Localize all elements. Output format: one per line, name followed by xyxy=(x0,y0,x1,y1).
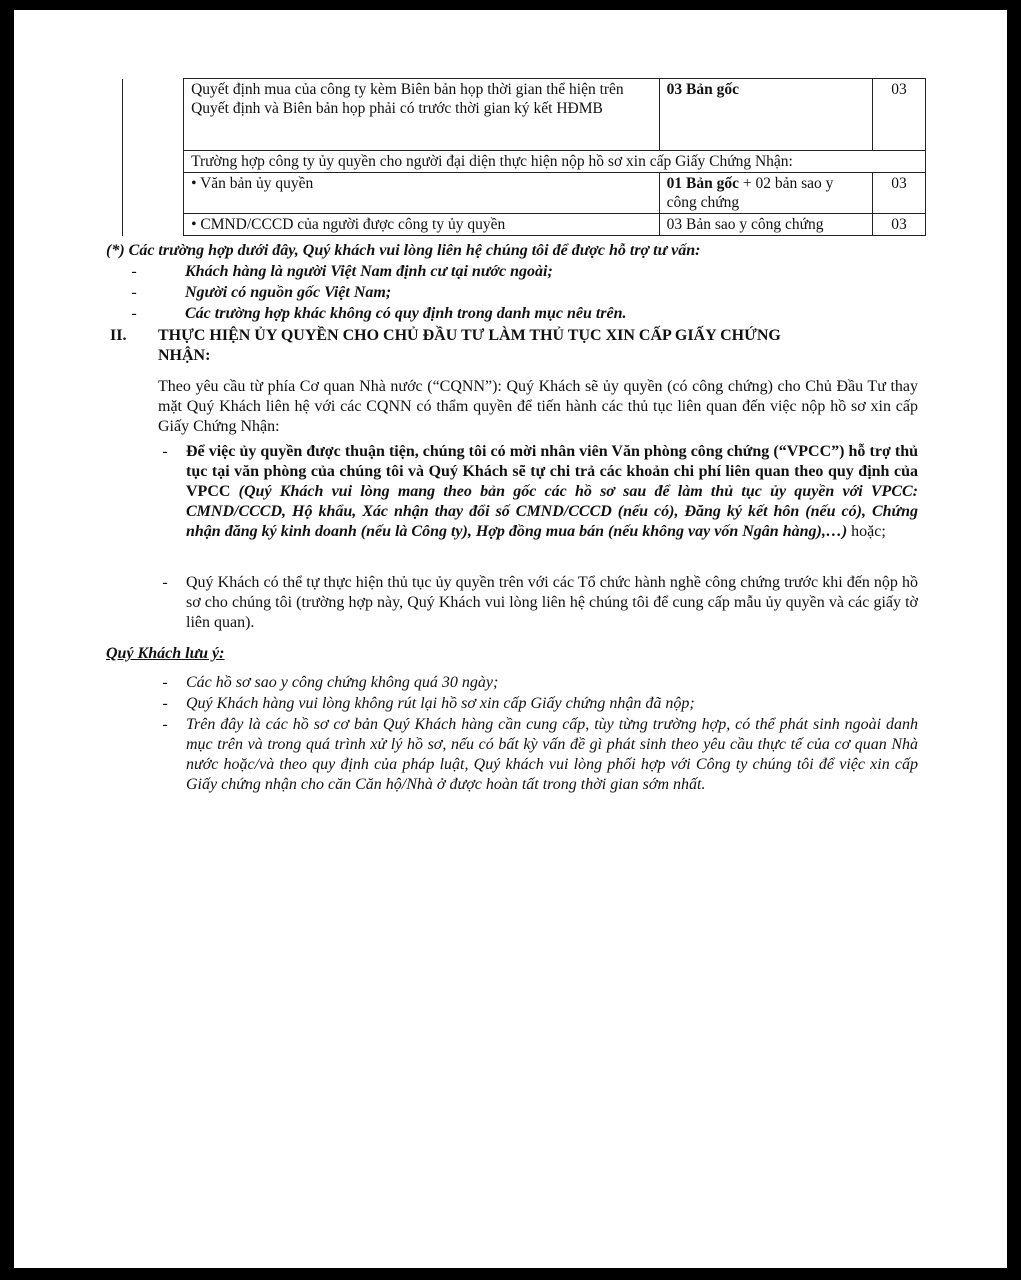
notice-item: Các hồ sơ sao y công chứng không quá 30 ngày; xyxy=(186,674,499,691)
bullet-bolditalic-text: (Quý Khách vui lòng mang theo bản gốc các hồ sơ sau để làm thủ tục ủy quyền với VPCC: CMND/CCCD, Hộ khẩu, Xác nhận thay đổi số CMND/CCCD (nếu có), Đăng ký kết hôn (nếu có), Chứng nhận đăng ký kinh doanh (nếu là Công ty), Hợp đồng mua bán (nếu không vay vốn Ngân hàng),…) xyxy=(186,483,919,540)
section-title xyxy=(158,326,918,366)
table-row xyxy=(123,214,926,236)
table-cell-qty: 03 xyxy=(872,79,925,151)
bullet-text xyxy=(186,442,918,542)
notice-item: Trên đây là các hồ sơ cơ bản Quý Khách hàng cần cung cấp, tùy từng trường hợp, có thể phát sinh ngoài danh mục trên và trong quá trình xử lý hồ sơ, nếu có bất kỳ vấn đề gì phát sinh theo yêu cầu thực tế của cơ quan Nhà nước hoặc/và theo quy định của pháp luật, Quý khách vui lòng phối hợp với Công ty chúng tôi để việc xin cấp Giấy chứng nhận cho căn Căn hộ/Nhà ở được hoàn tất trong thời gian sớm nhất. xyxy=(186,716,918,793)
documents-table xyxy=(122,78,926,236)
table-cell-document: • CMND/CCCD của người được công ty ủy quyền xyxy=(184,214,660,236)
list-item: - Quý Khách có thể tự thực hiện thủ tục ủy quyền trên với các Tổ chức hành nghề công chứng trước khi đến nộp hồ sơ cho chúng tôi (trường hợp này, Quý Khách vui lòng liên hệ chúng tôi để cung cấp mẫu ủy quyền và các giấy tờ liên quan). xyxy=(162,574,918,631)
table-cell-qty: 03 xyxy=(872,214,925,236)
note-intro: (*) Các trường hợp dưới đây, Quý khách vui lòng liên hệ chúng tôi để được hỗ trợ tư vấn: xyxy=(106,242,701,259)
table-cell-document: • Văn bản ủy quyền xyxy=(184,173,660,214)
table-cell-document: Quyết định mua của công ty kèm Biên bản họp thời gian thể hiện trên Quyết định và Biên bản họp phải có trước thời gian ký kết HĐMB xyxy=(184,79,660,151)
table-row xyxy=(123,151,926,173)
bullet-bold-text: Để việc ủy quyền được thuận tiện, chúng tôi có mời nhân viên Văn phòng công chứng (“VPCC”) hỗ trợ thủ tục tại văn phòng của chúng tôi và Quý Khách sẽ tự chi trả các khoản chi phí liên quan theo quy định của VPCC xyxy=(186,443,918,500)
section-number: II. xyxy=(110,327,127,344)
note-item: Các trường hợp khác không có quy định trong danh mục nêu trên. xyxy=(185,305,627,322)
document-page: Quyết định mua của công ty kèm Biên bản họp thời gian thể hiện trên Quyết định và Biên bản họp phải có trước thời gian ký kết HĐMB 03 Bản gốc 03 Trường hợp công ty ủy quyền cho người đại diện thực hiện nộp hồ sơ xin cấp Giấy Chứng Nhận: • Văn bản ủy quyền 01 Bản gốc + 02 bản sao y công chứng 03 • CMND/CCCD của người được công ty ủy quyền 03 Bản sao y công chứng 03 (*) Các trường hợp dưới đây, Quý khách vui lòng liên hệ chúng tôi để được hỗ trợ tư vấn: - Khách hàng là người Việt Nam định cư tại nước ngoài; - Người có nguồn gốc Việt Nam; - Các trường hợp khác không có quy định trong danh mục nêu trên. II. THỰC HIỆN ỦY QUYỀN CHO CHỦ ĐẦU TƯ LÀM THỦ TỤC XIN CẤP GIẤY CHỨNG NHẬN: Theo yêu cầu từ phía Cơ quan Nhà nước (“CQNN”): Quý Khách sẽ ủy quyền (có công chứng) cho Chủ Đầu Tư thay mặt Quý Khách liên hệ với các CQNN có thẩm quyền để tiến hành các thủ tục liên quan đến việc nộp hồ sơ xin cấp Giấy Chứng Nhận: - Để việc ủy quyền được thuận tiện, chúng tôi có mời nhân viên Văn phòng công chứng (“VPCC”) hỗ trợ thủ tục tại văn phòng của chúng tôi và Quý Khách sẽ tự chi trả các khoản chi phí liên quan theo quy định của VPCC (Quý Khách vui lòng mang theo bản gốc các hồ sơ sau để làm thủ tục ủy quyền với VPCC: CMND/CCCD, Hộ khẩu, Xác nhận thay đổi số CMND/CCCD (nếu có), Đăng ký kết hôn (nếu có), Chứng nhận đăng ký kinh doanh (nếu là Công ty), Hợp đồng mua bán (nếu không vay vốn Ngân hàng),…) hoặc; - Quý Khách có thể tự thực hiện thủ tục ủy quyền trên với các Tổ chức hành nghề công chứng trước khi đến nộp hồ sơ cho chúng tôi (trường hợp này, Quý Khách vui lòng liên hệ chúng tôi để cung cấp mẫu ủy quyền và các giấy tờ liên quan). Quý Khách lưu ý: - Các hồ sơ sao y công chứng không quá 30 ngày; - Quý Khách hàng vui lòng không rút lại hồ sơ xin cấp Giấy chứng nhận đã nộp; - Trên đây là các hồ sơ cơ bản Quý Khách hàng cần cung cấp, tùy từng trường hợp, có thể phát sinh ngoài danh mục trên và trong quá trình xử lý hồ sơ, nếu có bất kỳ vấn đề gì phát sinh theo yêu cầu thực tế của cơ quan Nhà nước hoặc/và theo quy định của pháp luật, Quý khách vui lòng phối hợp với Công ty chúng tôi để việc xin cấp Giấy chứng nhận cho căn Căn hộ/Nhà ở được hoàn tất trong thời gian sớm nhất. xyxy=(14,10,1007,1268)
table-cell-form: 03 Bản sao y công chứng xyxy=(659,214,872,236)
section-paragraph: Theo yêu cầu từ phía Cơ quan Nhà nước (“CQNN”): Quý Khách sẽ ủy quyền (có công chứng) cho Chủ Đầu Tư thay mặt Quý Khách liên hệ với các CQNN có thẩm quyền để tiến hành các thủ tục liên quan đến việc nộp hồ sơ xin cấp Giấy Chứng Nhận: xyxy=(158,378,918,435)
list-item: - Để việc ủy quyền được thuận tiện, chúng tôi có mời nhân viên Văn phòng công chứng (“VPCC”) hỗ trợ thủ tục tại văn phòng của chúng tôi và Quý Khách sẽ tự chi trả các khoản chi phí liên quan theo quy định của VPCC (Quý Khách vui lòng mang theo bản gốc các hồ sơ sau để làm thủ tục ủy quyền với VPCC: CMND/CCCD, Hộ khẩu, Xác nhận thay đổi số CMND/CCCD (nếu có), Đăng ký kết hôn (nếu có), Chứng nhận đăng ký kinh doanh (nếu là Công ty), Hợp đồng mua bán (nếu không vay vốn Ngân hàng),…) hoặc; xyxy=(162,443,919,540)
table-blank-column xyxy=(123,79,184,236)
list-item: - Trên đây là các hồ sơ cơ bản Quý Khách hàng cần cung cấp, tùy từng trường hợp, có thể phát sinh ngoài danh mục trên và trong quá trình xử lý hồ sơ, nếu có bất kỳ vấn đề gì phát sinh theo yêu cầu thực tế của cơ quan Nhà nước hoặc/và theo quy định của pháp luật, Quý khách vui lòng phối hợp với Công ty chúng tôi để việc xin cấp Giấy chứng nhận cho căn Căn hộ/Nhà ở được hoàn tất trong thời gian sớm nhất. xyxy=(162,716,918,793)
table-row xyxy=(123,173,926,214)
table-row xyxy=(123,79,926,151)
table-section-header: Trường hợp công ty ủy quyền cho người đại diện thực hiện nộp hồ sơ xin cấp Giấy Chứng Nhận: xyxy=(184,151,926,173)
bullet-tail-text: hoặc; xyxy=(847,523,886,540)
table-cell-form xyxy=(659,173,872,214)
note-item: Khách hàng là người Việt Nam định cư tại nước ngoài; xyxy=(185,263,553,280)
table-cell-qty: 03 xyxy=(872,173,925,214)
list-item: - Quý Khách hàng vui lòng không rút lại hồ sơ xin cấp Giấy chứng nhận đã nộp; xyxy=(158,694,918,714)
notice-item: Quý Khách hàng vui lòng không rút lại hồ sơ xin cấp Giấy chứng nhận đã nộp; xyxy=(186,695,695,712)
form-rest-part: + 02 bản sao y công chứng xyxy=(666,175,834,211)
note-item: Người có nguồn gốc Việt Nam; xyxy=(185,284,392,301)
notice-heading: Quý Khách lưu ý: xyxy=(106,645,225,662)
bullet-text: Quý Khách có thể tự thực hiện thủ tục ủy quyền trên với các Tổ chức hành nghề công chứng trước khi đến nộp hồ sơ cho chúng tôi (trường hợp này, Quý Khách vui lòng liên hệ chúng tôi để cung cấp mẫu ủy quyền và các giấy tờ liên quan). xyxy=(186,574,918,631)
list-item: - Các hồ sơ sao y công chứng không quá 30 ngày; xyxy=(158,673,918,693)
table-cell-form: 03 Bản gốc xyxy=(659,79,872,151)
section-title-line: THỰC HIỆN ỦY QUYỀN CHO CHỦ ĐẦU TƯ LÀM THỦ TỤC XIN CẤP GIẤY CHỨNG xyxy=(158,327,781,344)
form-bold-part: 01 Bản gốc xyxy=(666,175,739,192)
section-title-line: NHẬN: xyxy=(158,347,211,364)
